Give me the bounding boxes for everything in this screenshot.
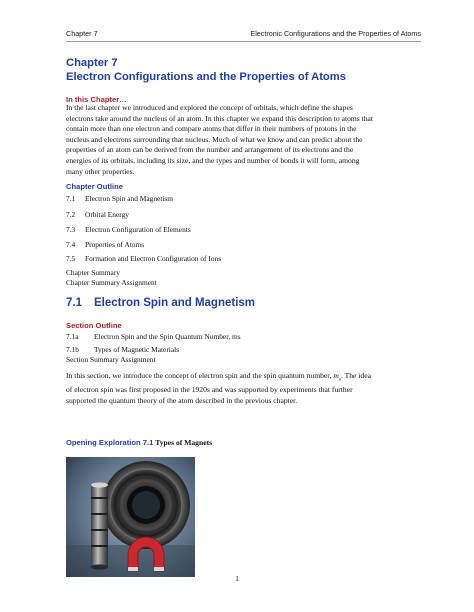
opening-exploration-heading xyxy=(66,438,212,447)
outline-item-number: 7.2 xyxy=(66,210,76,219)
chapter-title: Electron Configurations and the Properties of Atoms xyxy=(66,71,346,83)
outline-item-number: 7.5 xyxy=(66,254,76,263)
page-number: 1 xyxy=(235,574,239,583)
opening-exploration-title: Types of Magnets xyxy=(155,438,213,447)
intro-line: electrons take around the nucleus of an atom. In this chapter we expand this description to atoms that xyxy=(66,113,374,123)
section-intro-line: of electron spin was first proposed in the 1920s and was supported by experiments that further xyxy=(66,385,353,395)
section-summary-assignment[interactable]: Section Summary Assignment xyxy=(66,355,156,364)
section-outline-title: Electron Spin and the Spin Quantum Number, ms xyxy=(94,332,241,341)
opening-exploration-label: Opening Exploration 7.1 xyxy=(66,438,154,447)
section-outline-heading: Section Outline xyxy=(66,321,122,330)
outline-item-title: Properties of Atoms xyxy=(85,240,145,249)
chapter-outline-heading: Chapter Outline xyxy=(66,182,123,191)
outline-item[interactable] xyxy=(66,194,173,203)
outline-item-title: Electron Configuration of Elements xyxy=(85,225,191,234)
section-heading xyxy=(66,297,255,309)
section-title: Electron Spin and Magnetism xyxy=(94,297,256,309)
outline-item-number: 7.1 xyxy=(66,194,76,203)
section-intro-text: In this section, we introduce the concept of electron spin and the spin quantum number, xyxy=(66,371,334,380)
outline-chapter-summary[interactable]: Chapter Summary xyxy=(66,268,120,277)
section-outline-item[interactable] xyxy=(66,345,179,354)
chapter-number: Chapter 7 xyxy=(66,57,118,69)
outline-item-title: Orbital Energy xyxy=(85,210,129,219)
magnets-photo xyxy=(66,457,195,577)
outline-item[interactable] xyxy=(66,240,144,249)
section-outline-item[interactable] xyxy=(66,332,241,341)
outline-summary-assignment[interactable]: Chapter Summary Assignment xyxy=(66,278,157,287)
outline-item-number: 7.4 xyxy=(66,240,76,249)
intro-paragraph xyxy=(66,103,426,177)
intro-line: contain more than one electron and compare atoms that differ in their numbers of protons in the xyxy=(66,124,357,134)
running-header-title: Electronic Configurations and the Properties of Atoms xyxy=(250,29,421,38)
intro-line: many other properties. xyxy=(66,166,135,176)
section-number: 7.1 xyxy=(66,297,82,309)
outline-item[interactable] xyxy=(66,254,221,263)
section-intro-line: supported the quantum theory of the atom described in the previous chapter. xyxy=(66,395,298,405)
outline-item[interactable] xyxy=(66,210,129,219)
intro-line: In the last chapter we introduced and explored the concept of orbitals, which define the shapes xyxy=(66,103,353,112)
intro-line: nucleus and electrons surrounding that nucleus. Much of what we know and can predict about the xyxy=(66,134,363,144)
intro-heading: In this Chapter… xyxy=(66,95,127,104)
spin-quantum-symbol: m xyxy=(333,371,339,380)
section-intro-paragraph xyxy=(66,371,436,406)
outline-item-number: 7.3 xyxy=(66,225,76,234)
section-outline-number: 7.1b xyxy=(66,345,79,354)
section-intro-line xyxy=(66,371,436,385)
header-rule xyxy=(66,41,421,42)
outline-item[interactable] xyxy=(66,225,191,234)
spin-quantum-subscript: s xyxy=(338,376,341,383)
running-header-chapter: Chapter 7 xyxy=(66,29,98,38)
intro-line: properties of an atom can be derived from the number and arrangement of its electrons and the xyxy=(66,145,354,155)
section-outline-number: 7.1a xyxy=(66,332,79,341)
section-outline-title: Types of Magnetic Materials xyxy=(94,345,180,354)
section-intro-text-end: . The idea xyxy=(340,371,371,380)
outline-item-title: Electron Spin and Magnetism xyxy=(85,194,174,203)
intro-line: energies of its orbitals, including its size, and the types and number of bonds it will form, among xyxy=(66,155,360,165)
outline-item-title: Formation and Electron Configuration of Ions xyxy=(85,254,222,263)
